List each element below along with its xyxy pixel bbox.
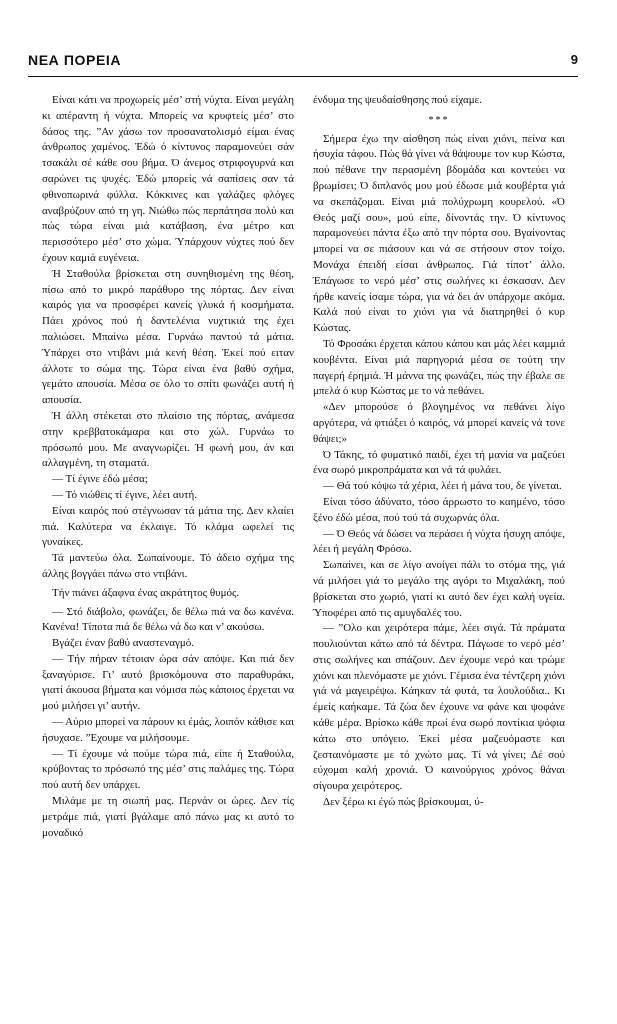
paragraph: Ό Τάκης, τό φυματικό παιδί, έχει τή μανία να μαζεύει ένα σωρό μικροπράματα και νά τά φυλάει. [313, 448, 565, 477]
paragraph: Μιλάμε με τη σιωπή μας. Περνάν οι ώρες. Δεν τίς μετράμε πιά, γιατί βγάλαμε από πάνω μας κι αυτό το μοναδικό [42, 795, 294, 839]
dialogue-line: — Ό Θεός νά δώσει να περάσει ή νύχτα ήσυχη απόψε, λέει ή μεγάλη Φρόσω. [313, 527, 565, 556]
paragraph: Ή άλλη στέκεται στο πλαίσιο της πόρτας, ανάμεσα στην κρεββατοκάμαρα και στο χώλ. Γυρνάω το πρόσωπό μου. Με αναγνωρίζει. Ή φωνή μου, άν και αλλαγμένη, τη σταματά. [42, 409, 294, 470]
paragraph: Είναι τόσο άδύνατο, τόσο άρρωστο το καημένο, τόσο ξένο έδώ μέσα, πού τού τά συχωρνάς όλα. [313, 495, 565, 524]
journal-title: ΝΕΑ ΠΟΡΕΙΑ [28, 52, 122, 68]
header-rule [28, 76, 578, 77]
paragraph: Σήμερα έχω την αίσθηση πώς είναι χιόνι, πείνα και ήσυχία τάφου. Πώς θά γίνει νά θάψουμε τον κυρ Κώστα, πού πέθανε την περασμένη βδομάδα και κοντεύει να βρωμίσει; Ό διπλανός μου μού έδωσε μιά κουβέρτα γιά να σκεπάζομαι. Είναι μιά πολύχρωμη κουρελού. «Ό Θεός μαζί σου», μού είπε, δίνοντάς την. Ό κίντυνος παραμονεύει πάντα έξω από την πόρτα σου. Βγαίνοντας μπορεί να σε πιάσουν και νά σε στήσουν στον τοίχο. Μονάχα έπειδή είσαι άνθρωπος. Γιά τίποτ’ άλλο. Έπάγωσε το νερό μέσ’ στις σωλήνες κι έσκασαν. Δεν ήρθε κανείς ίσαμε τώρα, για νά δει άν υπάρχομε ακόμα. Καλά πού είναι το χιόνι για νά διατηρηθεί ό κυρ Κώστας. [313, 132, 565, 335]
section-separator: *** [428, 114, 450, 126]
paragraph: Βγάζει έναν βαθύ αναστεναγμό. [52, 637, 194, 650]
paragraph: Τό Φροσάκι έρχεται κάπου κάπου και μάς λέει καμμιά κουβέντα. Είναι μιά παρηγοριά μέσα σε τούτη την παγερή έρημιά. Ή μάννα της φωνάζει, πώς την έβαλε σε μπελά ό κυρ Κώστας με το νά πεθάνει. [313, 337, 565, 398]
dialogue-line: — Αύριο μπορεί να πάρουν κι έμάς, λοιπόν κάθισε και ήσυχασε. ”Εχουμε να μιλήσουμε. [42, 716, 294, 744]
dialogue-line: — Στό διάβολο, φωνάζει, δε θέλω πιά να δω κανένα. Κανένα! Τίποτα πιά δε θέλω νά δω και ν’ ακούσω. [42, 605, 294, 634]
dialogue-line: — ”Ολο και χειρότερα πάμε, λέει σιγά. Τά πράματα πουλιούνται κάτω από τά δέντρα. Πάγωσε το νερό μέσ’ στις σωλήνες και σπάζουν. Δεν έχουμε νερό και τρώμε χιόνι και πλενόμαστε με χιόνι. Γέμισα ένα τέντζερη χιόνι γιά νά μαγειρέψω. Κάηκαν τά φυτά, τα λουλούδια.. Κι έμείς καήκαμε. Τά ζώα δεν έχουνε να φάνε και ψοφάνε κάθε μέρα. Βρίσκω κάθε πρωί ένα σωρό ποντίκια ψόφια κάτω στο υπόγειο. Έκεί μέσα μαζευόμαστε και ζεσταινόμαστε με τό χνώτο μας. Τί νά γίνει; Δέ σού εύχομαι καλή χρονιά. Ό καινούργιος χρόνος θάναι σίγουρα χειρότερος. [313, 622, 565, 793]
page-number: 9 [570, 52, 578, 67]
paragraph: Είναι κάτι να προχωρείς μέσ’ στή νύχτα. Είναι μεγάλη κι απέραντη ή νύχτα. Μπορείς να κρυφτείς μέσ’ στο δάσος της. ”Αν χάσω τον προσανατολισμό είμαι ένας άνθρωπος χαμένος. Έδώ ό κίντυνος παραμονεύει σάν τσακάλι σέ κάθε σου βήμα. Ό άνεμος στριφογυρνά και σαρώνει τις ψυχές. Έδώ μπορείς νά σαπίσεις σαν τά φθινοπωρινά φύλλα. Κόκκινες και γαλάζιες φλόγες αναβρύζουν από τη γη. Νιώθω πώς περπάτησα πολύ και πώς τώρα είναι μιά κατάβαση, ένα μέτρο και περισσότερο μέσ’ στο χώμα. Ύπάρχουν νύχτες πού δεν έχουν καμιά ευγένεια. [42, 94, 294, 264]
paragraph: Τά μαντεύω όλα. Σωπαίνουμε. Τό άδειο σχήμα της άλλης βογγάει πάνω στο ντιβάνι. [42, 552, 294, 580]
paragraph: Σωπαίνει, και σε λίγο ανοίγει πάλι το στόμα της, γιά νά μιλήσει γιά το μεγάλο της αγόρι το Μιχαλάκη, πού βρίσκεται στο χωριό, γιατί κι αυτό δεν έχει καλή υγεία. Ύποφέρει από τις αμυγδαλές του. [313, 559, 565, 619]
dialogue-line: — Τί έγινε έδώ μέσα; [52, 473, 148, 486]
paragraph: Ή Σταθούλα βρίσκεται στη συνηθισμένη της θέση, πίσω από το μικρό παράθυρο της πόρτας. Δεν είναι καιρός για να προσφέρει κανείς γλυκά ή κοσμήματα. Πάει χρόνος πού ή δαντελένια νυχτικιά της έχει παλιώσει. Μπαίνω μέσα. Γυρνάω παντού τά μάτια. Ύπάρχει στο ντιβάνι μιά κενή θέση. Έκεί πού ειταν άλλοτε το σώμα της. Τώρα είναι ένα βαθύ σχήμα, γεμάτο απουσία. Μέσα σε όλο το σπίτι φωνάζει αυτή ή απουσία. [42, 267, 294, 407]
dialogue-line: — Θά τού κόψω τά χέρια, λέει ή μάνα του, δε γίνεται. [323, 480, 562, 493]
left-column [42, 93, 294, 841]
page-header [28, 52, 578, 74]
dialogue-line: — Τήν πήραν τέτοιαν ώρα σάν απόψε. Και πιά δεν ξαναγύρισε. Γι’ αυτό βρισκόμουνα στο παραθυράκι, γιατί άκουσα βήματα και νόμισα πώς κάποιος έρχεται να μού μιλήσει γι’ αυτήν. [42, 652, 294, 713]
dialogue-line: — Τό νιώθεις τί έγινε, λέει αυτή. [52, 488, 197, 501]
quote-line: «Δεν μπορούσε ό βλογημένος να πεθάνει λίγο αργότερα, νά φτιάξει ό καιρός, νά μπορεί κανείς νά τονε θάψει;» [313, 401, 565, 445]
paragraph-continuation: ένδυμα της ψευδαίσθησης πού είχαμε. [313, 94, 483, 106]
paragraph: Τήν πιάνει άξαφνα ένας ακράτητος θυμός. [52, 586, 240, 599]
paragraph: Δεν ξέρω κι έγώ πώς βρίσκουμαι, ύ- [323, 796, 484, 809]
right-column [313, 93, 565, 811]
paragraph: Είναι καιρός πού στέγνωσαν τά μάτια της. Δεν κλαίει πιά. Καλύτερα να έκλαιγε. Τό κλάμα ωφελεί τις γυναίκες. [42, 504, 294, 549]
dialogue-line: — Τί έχουμε νά πούμε τώρα πιά, είπε ή Σταθούλα, κρύβοντας το πρόσωπό της μέσ’ στις παλάμες της. Τώρα πού αυτή δεν υπάρχει. [42, 747, 294, 792]
